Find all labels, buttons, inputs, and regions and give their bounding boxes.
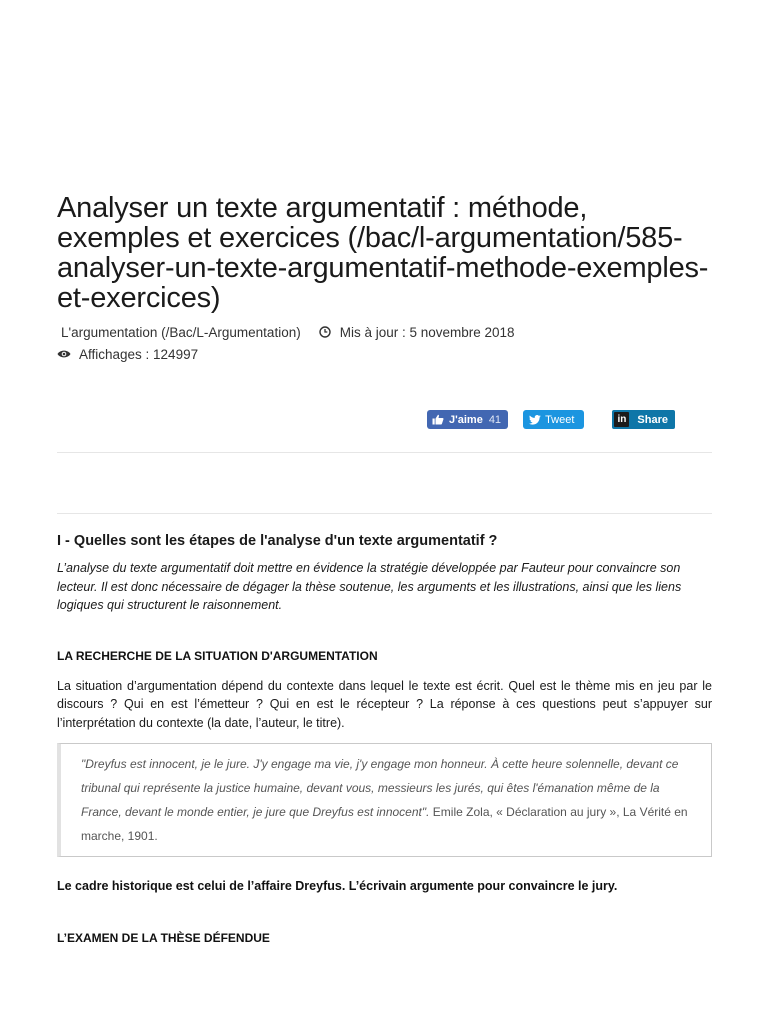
subheading-situation: LA RECHERCHE DE LA SITUATION D'ARGUMENTATION — [57, 648, 378, 663]
eye-icon — [57, 348, 71, 360]
tweet-button[interactable] — [523, 410, 584, 429]
updated-date — [319, 325, 515, 340]
updated-text: Mis à jour : 5 novembre 2018 — [339, 324, 515, 340]
share-label: Share — [637, 413, 668, 426]
views-count: Affichages : 124997 — [79, 346, 199, 362]
clock-icon — [319, 326, 331, 338]
divider-top — [57, 452, 712, 453]
article-header — [57, 193, 712, 365]
blockquote — [57, 743, 712, 857]
like-label: J'aime — [449, 413, 483, 426]
views-row — [57, 343, 712, 365]
article-body — [57, 533, 712, 945]
tweet-label: Tweet — [545, 413, 575, 426]
paragraph-situation: La situation d’argumentation dépend du contexte dans lequel le texte est écrit. Quel est le thème mis en jeu par le discours ? Qui en est l’émetteur ? Qui en est le récepteur ? La réponse à ces questions peut s’appuyer sur l’interprétation du contexte (la date, l’auteur, le titre). — [57, 678, 712, 730]
quote-source: Emile Zola, « Déclaration au jury », La Vérité en marche, 1901. — [81, 805, 688, 843]
divider-bottom — [57, 513, 712, 514]
category-link[interactable]: L'argumentation (/Bac/L-Argumentation) — [61, 324, 301, 340]
subheading-these: L’EXAMEN DE LA THÈSE DÉFENDUE — [57, 931, 270, 945]
twitter-bird-icon — [529, 415, 541, 425]
intro-paragraph: L’analyse du texte argumentatif doit mettre en évidence la stratégie développée par Fauteur pour convaincre son lecteur. Il est donc nécessaire de dégager la thèse soutenue, les arguments et les illustrations, ainsi que les liens logiques qui structurent le raisonnement. — [57, 561, 682, 612]
linkedin-share-button[interactable] — [612, 410, 675, 429]
quote-text: "Dreyfus est innocent, je le jure. J'y engage ma vie, j'y engage mon honneur. À cette heure solennelle, devant ce tribunal qui représente la justice humaine, devant vous, messieurs les jurés, qui êtes l'émanation même de la France, devant le monde entier, je jure que Dreyfus est innocent". — [81, 757, 679, 819]
share-bar — [427, 410, 675, 429]
linkedin-icon: in — [614, 412, 629, 427]
section-title: I - Quelles sont les étapes de l'analyse d'un texte argumentatif ? — [57, 533, 498, 549]
facebook-like-button[interactable] — [427, 410, 508, 429]
meta-row — [57, 321, 712, 343]
bold-statement: Le cadre historique est celui de l’affaire Dreyfus. L’écrivain argumente pour convaincre le jury. — [57, 879, 618, 893]
like-count: 41 — [488, 413, 502, 426]
article-title[interactable]: Analyser un texte argumentatif : méthode, exemples et exercices (/bac/l-argumentation/585-analyser-un-texte-argumentatif-methode-exemples-et-exercices) — [57, 192, 709, 314]
thumbs-up-icon — [432, 414, 444, 425]
